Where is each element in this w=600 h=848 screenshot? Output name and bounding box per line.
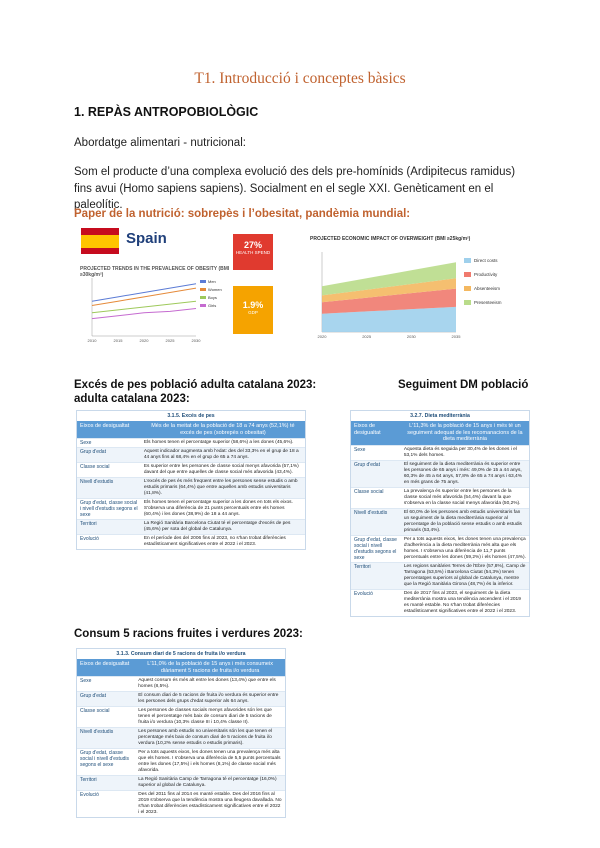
gdp-label: GDP (248, 310, 258, 315)
section-heading: 1. REPÀS ANTROPOBIOLÒGIC (74, 105, 259, 119)
row-text: Des del 2011 fins al 2014 es manté estable. Des del 2016 fins al 2019 s'observa que la tendència mostra una lleugera davallada. No s'han trobat diferències estadísticament significatives entre el 2022 i el 2023. (138, 792, 282, 815)
table-header (351, 421, 529, 445)
fruit-vegetable-table (76, 648, 286, 818)
table-caption: 3.1.3. Consum diari de 5 racions de fruita i/o verdura (116, 651, 246, 657)
row-axis: Grup d'edat, classe social i nivell d'estudis segons el sexe (80, 750, 130, 768)
legend-swatch (200, 304, 206, 307)
row-text: La Regió Sanitària Camp de Tarragona té el percentatge (16,0%) superior al global de Catalunya. (138, 777, 277, 788)
approach-text: Abordatge alimentari - nutricional: (74, 137, 246, 149)
legend-swatch (200, 288, 206, 291)
health-spend-badge (233, 234, 273, 270)
header-axis: Eixos de desigualtat (80, 661, 130, 667)
fruit-heading: Consum 5 racions fruites i verdures 2023: (74, 628, 303, 640)
dm-heading: Seguiment DM població (398, 379, 529, 391)
row-text: La prevalença és superior entre les persones de la classe social més afavorida (54,4%) davant la que s'observa en la classe social menys afavorida (50,2%). (403, 488, 521, 506)
legend-label: Girls (208, 303, 217, 308)
row-text: Aquest indicador augmenta amb l'edat: des del 33,3% en el grup de 18 a 44 anys fins al 68,4% en el grup de 65 a 74 anys. (143, 449, 299, 460)
table-row (351, 487, 529, 508)
table-row (351, 445, 529, 460)
header-summary: L'11,0% de la població de 15 anys i més consumeix diàriament 5 racions de fruita i/o verdura (147, 661, 273, 674)
row-axis: Sexe (354, 446, 366, 453)
header-summary: Més de la meitat de la població de 18 a 74 anys (52,1%) té excés de pes (sobrepès o obesitat) (151, 423, 295, 436)
row-axis: Sexe (80, 440, 92, 446)
row-axis: Grup d'edat (80, 693, 106, 699)
body-paragraph: Som el producte d’una complexa evolució des dels pre-homínids (Ardipitecus ramidus) fins avui (Homo sapiens sapiens). Socialment en el segle XXI. Genèticament en el paleolític. (74, 166, 516, 211)
gdp-badge (233, 286, 273, 334)
row-text: Els homes tenen el percentatge superior (58,6%) a les dones (45,6%). (143, 440, 294, 445)
table-caption: 3.2.7. Dieta mediterrània (410, 413, 470, 419)
health-spend-value: 27% (243, 240, 262, 250)
economic-chart-title: PROJECTED ECONOMIC IMPACT OF OVERWEIGHT (BMI ≥25kg/m²) (310, 236, 471, 242)
x-tick-label: 2020 (317, 334, 327, 339)
header-axis: Eixos de desigualtat (80, 423, 130, 429)
legend-swatch (464, 258, 471, 263)
table-row (77, 706, 285, 727)
series-line-men (92, 284, 196, 301)
table-row (351, 460, 529, 487)
row-text: Els homes tenen el percentatge superior a les dones en tots els eixos. S'observa una diferència de 21 punts percentuals entre els homes (60,4%) i les dones (38,9%) de 18 a 44 anys. (143, 500, 293, 517)
obesity-trend-chart (78, 274, 228, 346)
table-row (351, 562, 529, 589)
legend-label: Men (208, 279, 216, 284)
legend-swatch (464, 272, 471, 277)
table-row (77, 438, 305, 447)
row-axis: Grup d'edat, classe social i nivell d'estudis segons el sexe (80, 500, 138, 518)
legend-swatch (200, 296, 206, 299)
series-line-girls (92, 308, 196, 318)
row-axis: Sexe (80, 678, 92, 684)
row-axis: Evolució (80, 792, 99, 798)
header-axis: Eixos de desigualtat (354, 423, 381, 436)
row-axis: Territori (354, 563, 371, 570)
table-row (77, 775, 285, 790)
table-row (77, 447, 305, 462)
table-row (77, 477, 305, 498)
row-axis: Territori (80, 777, 97, 783)
row-axis: Territori (80, 521, 97, 527)
legend-label: Boys (208, 295, 217, 300)
table-row (77, 790, 285, 817)
row-text: La Regió Sanitària Barcelona Ciutat té el percentatge d'excés de pes (45,6%) per sota del global de Catalunya. (143, 521, 291, 532)
row-axis: Grup d'edat (354, 461, 380, 468)
row-axis: Evolució (80, 536, 99, 542)
excess-weight-table (76, 410, 306, 550)
row-axis: Nivell d'estudis (354, 509, 388, 516)
x-tick-label: 2010 (87, 338, 97, 343)
x-tick-label: 2015 (113, 338, 123, 343)
spain-panel (78, 228, 300, 346)
row-axis: Classe social (354, 488, 384, 495)
x-tick-label: 2035 (451, 334, 461, 339)
legend-label: Productivity (474, 272, 498, 277)
legend-swatch (464, 300, 471, 305)
health-spend-label: HEALTH SPEND (235, 250, 271, 255)
table-row (77, 748, 285, 775)
table-header (77, 421, 305, 438)
row-text: L'excés de pes és més freqüent entre les persones sense estudis o amb estudis primaris (64,4%) que entre aquelles amb estudis universitaris (41,8%). (143, 479, 298, 496)
x-tick-label: 2030 (406, 334, 416, 339)
excess-weight-heading: Excés de pes població adulta catalana 2023: adulta catalana 2023: (74, 379, 317, 405)
table-row (77, 676, 285, 691)
row-text: Les persones de classes socials menys afavorides són les que tenen el percentatge més baix de consum diari de 5 racions de fruita i/o verdura (10,3% classe III i 10,4% classe II). (138, 708, 272, 725)
row-text: Les regions sanitàries Terres de l'Ebre (57,8%), Camp de Tarragona (53,5%) i Barcelona Ciutat (54,3%) tenen percentatges superiors al global de Catalunya, mentre que la Regió Sanitària Girona (48,7%) és la inferior. (403, 563, 526, 587)
x-tick-label: 2025 (165, 338, 175, 343)
row-axis: Grup d'edat (80, 449, 106, 455)
row-axis: Classe social (80, 708, 110, 714)
obesity-chart-title: PROJECTED TRENDS IN THE PREVALENCE OF OBESITY (BMI ≥30kg/m²) (80, 266, 230, 278)
row-axis: Classe social (80, 464, 110, 470)
table-row (77, 498, 305, 519)
country-name: Spain (126, 230, 167, 247)
row-text: El seguiment de la dieta mediterrània és superior entre les persones de 65 anys i més: 49,0% de 15 a 44 anys, 60,3% de 45 a 64 anys, 57,8% de 65 a 74 anys i 63,4% en més grans de 75 anys. (403, 461, 522, 485)
table-row (77, 462, 305, 477)
row-axis: Grup d'edat, classe social i nivell d'estudis segons el sexe (354, 536, 397, 561)
legend-label: Presenteeism (474, 300, 502, 305)
table-row (351, 589, 529, 616)
row-text: El consum diari de 5 racions de fruita i/o verdura és superior entre les persones dels grups d'edat superior als 64 anys. (138, 693, 279, 704)
legend-label: Women (208, 287, 222, 292)
mediterranean-diet-table (350, 410, 530, 617)
row-text: Es superior entre les persones de classe social menys afavorida (57,1%) davant del que entre aquelles de classe social més afavorida (43,4%). (143, 464, 299, 475)
x-tick-label: 2030 (191, 338, 201, 343)
economic-impact-chart (308, 246, 530, 346)
legend-swatch (464, 286, 471, 291)
table-row (77, 519, 305, 534)
page-title: T1. Introducció i conceptes bàsics (194, 70, 406, 87)
row-text: Les persones amb estudis no universitaris són les que tenen el percentatge més baix de consum diari de 5 racions de fruita i/o verdura (10,2% sense estudis o estudis primaris). (138, 729, 273, 746)
legend-label: Absenteeism (474, 286, 501, 291)
row-text: El 60,0% de les persones amb estudis universitaris fan un seguiment de la dieta mediterrània superior al percentatge de la població sense estudis o amb estudis primaris (53,4%). (403, 509, 522, 533)
x-tick-label: 2025 (362, 334, 372, 339)
row-axis: Evolució (354, 590, 373, 597)
header-summary: L'11,3% de la població de 15 anys i més té un seguiment adequat de les recomanacions de la dieta mediterrània (407, 423, 523, 442)
spain-flag-icon (81, 228, 119, 254)
gdp-value: 1.9% (242, 300, 264, 310)
row-text: Des de 2017 fins al 2023, el seguiment de la dieta mediterrània mostra una tendència ascendent i el 2019 es manté estable. No s'han trobat diferències estadísticament significatives entre el 2022 i el 2023. (403, 590, 521, 614)
row-text: Per a tots aquests eixos, les dones tenen una prevalença d'adherència a la dieta mediterrània més alta que els homes. I s'observa una diferència de 11,7 punts percentuals entre les dones (59,2%) i els homes (47,5%). (403, 536, 526, 560)
legend-swatch (200, 280, 206, 283)
row-text: Per a tots aquests eixos, les dones tenen una prevalença més alta que els homes. I s'observa una diferència de 5,5 punts percentuals entre les dones (17,5%) i els homes (8,1%) de classe social més afavorida. (138, 750, 281, 773)
table-row (77, 691, 285, 706)
row-text: Aquest consum és més alt entre les dones (13,4%) que entre els homes (8,5%). (138, 678, 276, 689)
table-row (351, 535, 529, 562)
row-text: En el període des del 2006 fins al 2023, no s'han trobat diferències estadísticament significatives entre el 2022 i el 2023. (143, 536, 286, 547)
table-row (351, 508, 529, 535)
row-axis: Nivell d'estudis (80, 729, 114, 735)
economic-impact-panel (308, 236, 530, 348)
row-axis: Nivell d'estudis (80, 479, 114, 485)
table-row (77, 534, 305, 549)
row-text: Aquesta dieta és seguida per 30,4% de les dones i el 53,1% dels homes. (403, 446, 517, 458)
table-caption: 3.1.5. Excés de pes (167, 413, 215, 419)
nutrition-heading: Paper de la nutrició: sobrepès i l’obesitat, pandèmia mundial: (74, 208, 411, 220)
legend-label: Direct costs (474, 258, 498, 263)
x-tick-label: 2020 (139, 338, 149, 343)
table-header (77, 659, 285, 676)
table-row (77, 727, 285, 748)
